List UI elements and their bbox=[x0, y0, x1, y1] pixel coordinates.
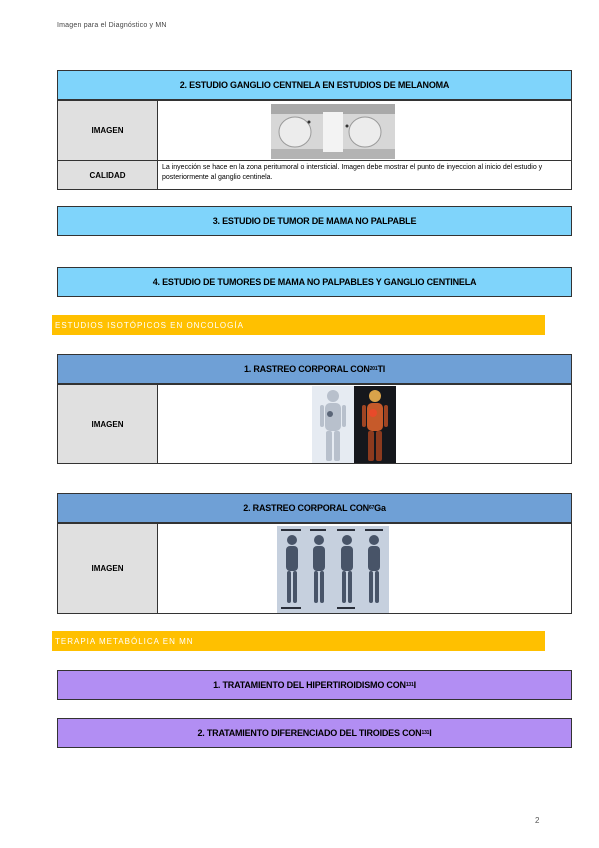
melanoma-scan-image bbox=[271, 104, 395, 159]
melanoma-image-cell bbox=[157, 100, 572, 161]
gallium-body-scan-image bbox=[277, 526, 389, 613]
gallium-title-prefix: 2. RASTREO CORPORAL CON bbox=[243, 503, 369, 513]
running-header: Imagen para el Diagnóstico y MN bbox=[57, 22, 167, 29]
thyroid-treatment-title: 2. TRATAMIENTO DIFERENCIADO DEL TIROIDES CON 131 I bbox=[57, 718, 572, 748]
thallium-image-label: IMAGEN bbox=[57, 384, 158, 464]
gallium-scan-title: 2. RASTREO CORPORAL CON 67 Ga bbox=[57, 493, 572, 523]
melanoma-study-title: 2. ESTUDIO GANGLIO CENTNELA EN ESTUDIOS DE MELANOMA bbox=[57, 70, 572, 100]
hyperthyroidism-title-prefix: 1. TRATAMIENTO DEL HIPERTIROIDISMO CON bbox=[213, 680, 406, 690]
melanoma-image-label: IMAGEN bbox=[57, 100, 158, 161]
thyroid-title-prefix: 2. TRATAMIENTO DIFERENCIADO DEL TIROIDES CON bbox=[197, 728, 422, 738]
thyroid-symbol: I bbox=[429, 728, 432, 738]
breast-node-study-title: 4. ESTUDIO DE TUMORES DE MAMA NO PALPABLES Y GANGLIO CENTINELA bbox=[57, 267, 572, 297]
therapy-section-heading: TERAPIA METABÓLICA EN MN bbox=[52, 631, 545, 651]
thallium-scan-title: 1. RASTREO CORPORAL CON 201 Tl bbox=[57, 354, 572, 384]
thallium-body-scan-image bbox=[312, 386, 396, 463]
melanoma-quality-label: CALIDAD bbox=[57, 160, 158, 190]
gallium-image-cell bbox=[157, 523, 572, 614]
thallium-image-cell bbox=[157, 384, 572, 464]
melanoma-quality-text: La inyección se hace en la zona peritumoral o intersticial. Imagen debe mostrar el punto de inyeccion al inicio del estudio y posteriormente al ganglio centinela. bbox=[157, 160, 572, 190]
gallium-symbol: Ga bbox=[374, 503, 386, 513]
breast-tumor-study-title: 3. ESTUDIO DE TUMOR DE MAMA NO PALPABLE bbox=[57, 206, 572, 236]
thallium-title-prefix: 1. RASTREO CORPORAL CON bbox=[243, 364, 370, 374]
hyperthyroidism-treatment-title: 1. TRATAMIENTO DEL HIPERTIROIDISMO CON 131 I bbox=[57, 670, 572, 700]
gallium-image-label: IMAGEN bbox=[57, 523, 158, 614]
page-number: 2 bbox=[535, 816, 540, 825]
oncology-section-heading: ESTUDIOS ISOTÓPICOS EN ONCOLOGÍA bbox=[52, 315, 545, 335]
hyperthyroidism-symbol: I bbox=[413, 680, 416, 690]
thallium-symbol: Tl bbox=[377, 364, 386, 374]
